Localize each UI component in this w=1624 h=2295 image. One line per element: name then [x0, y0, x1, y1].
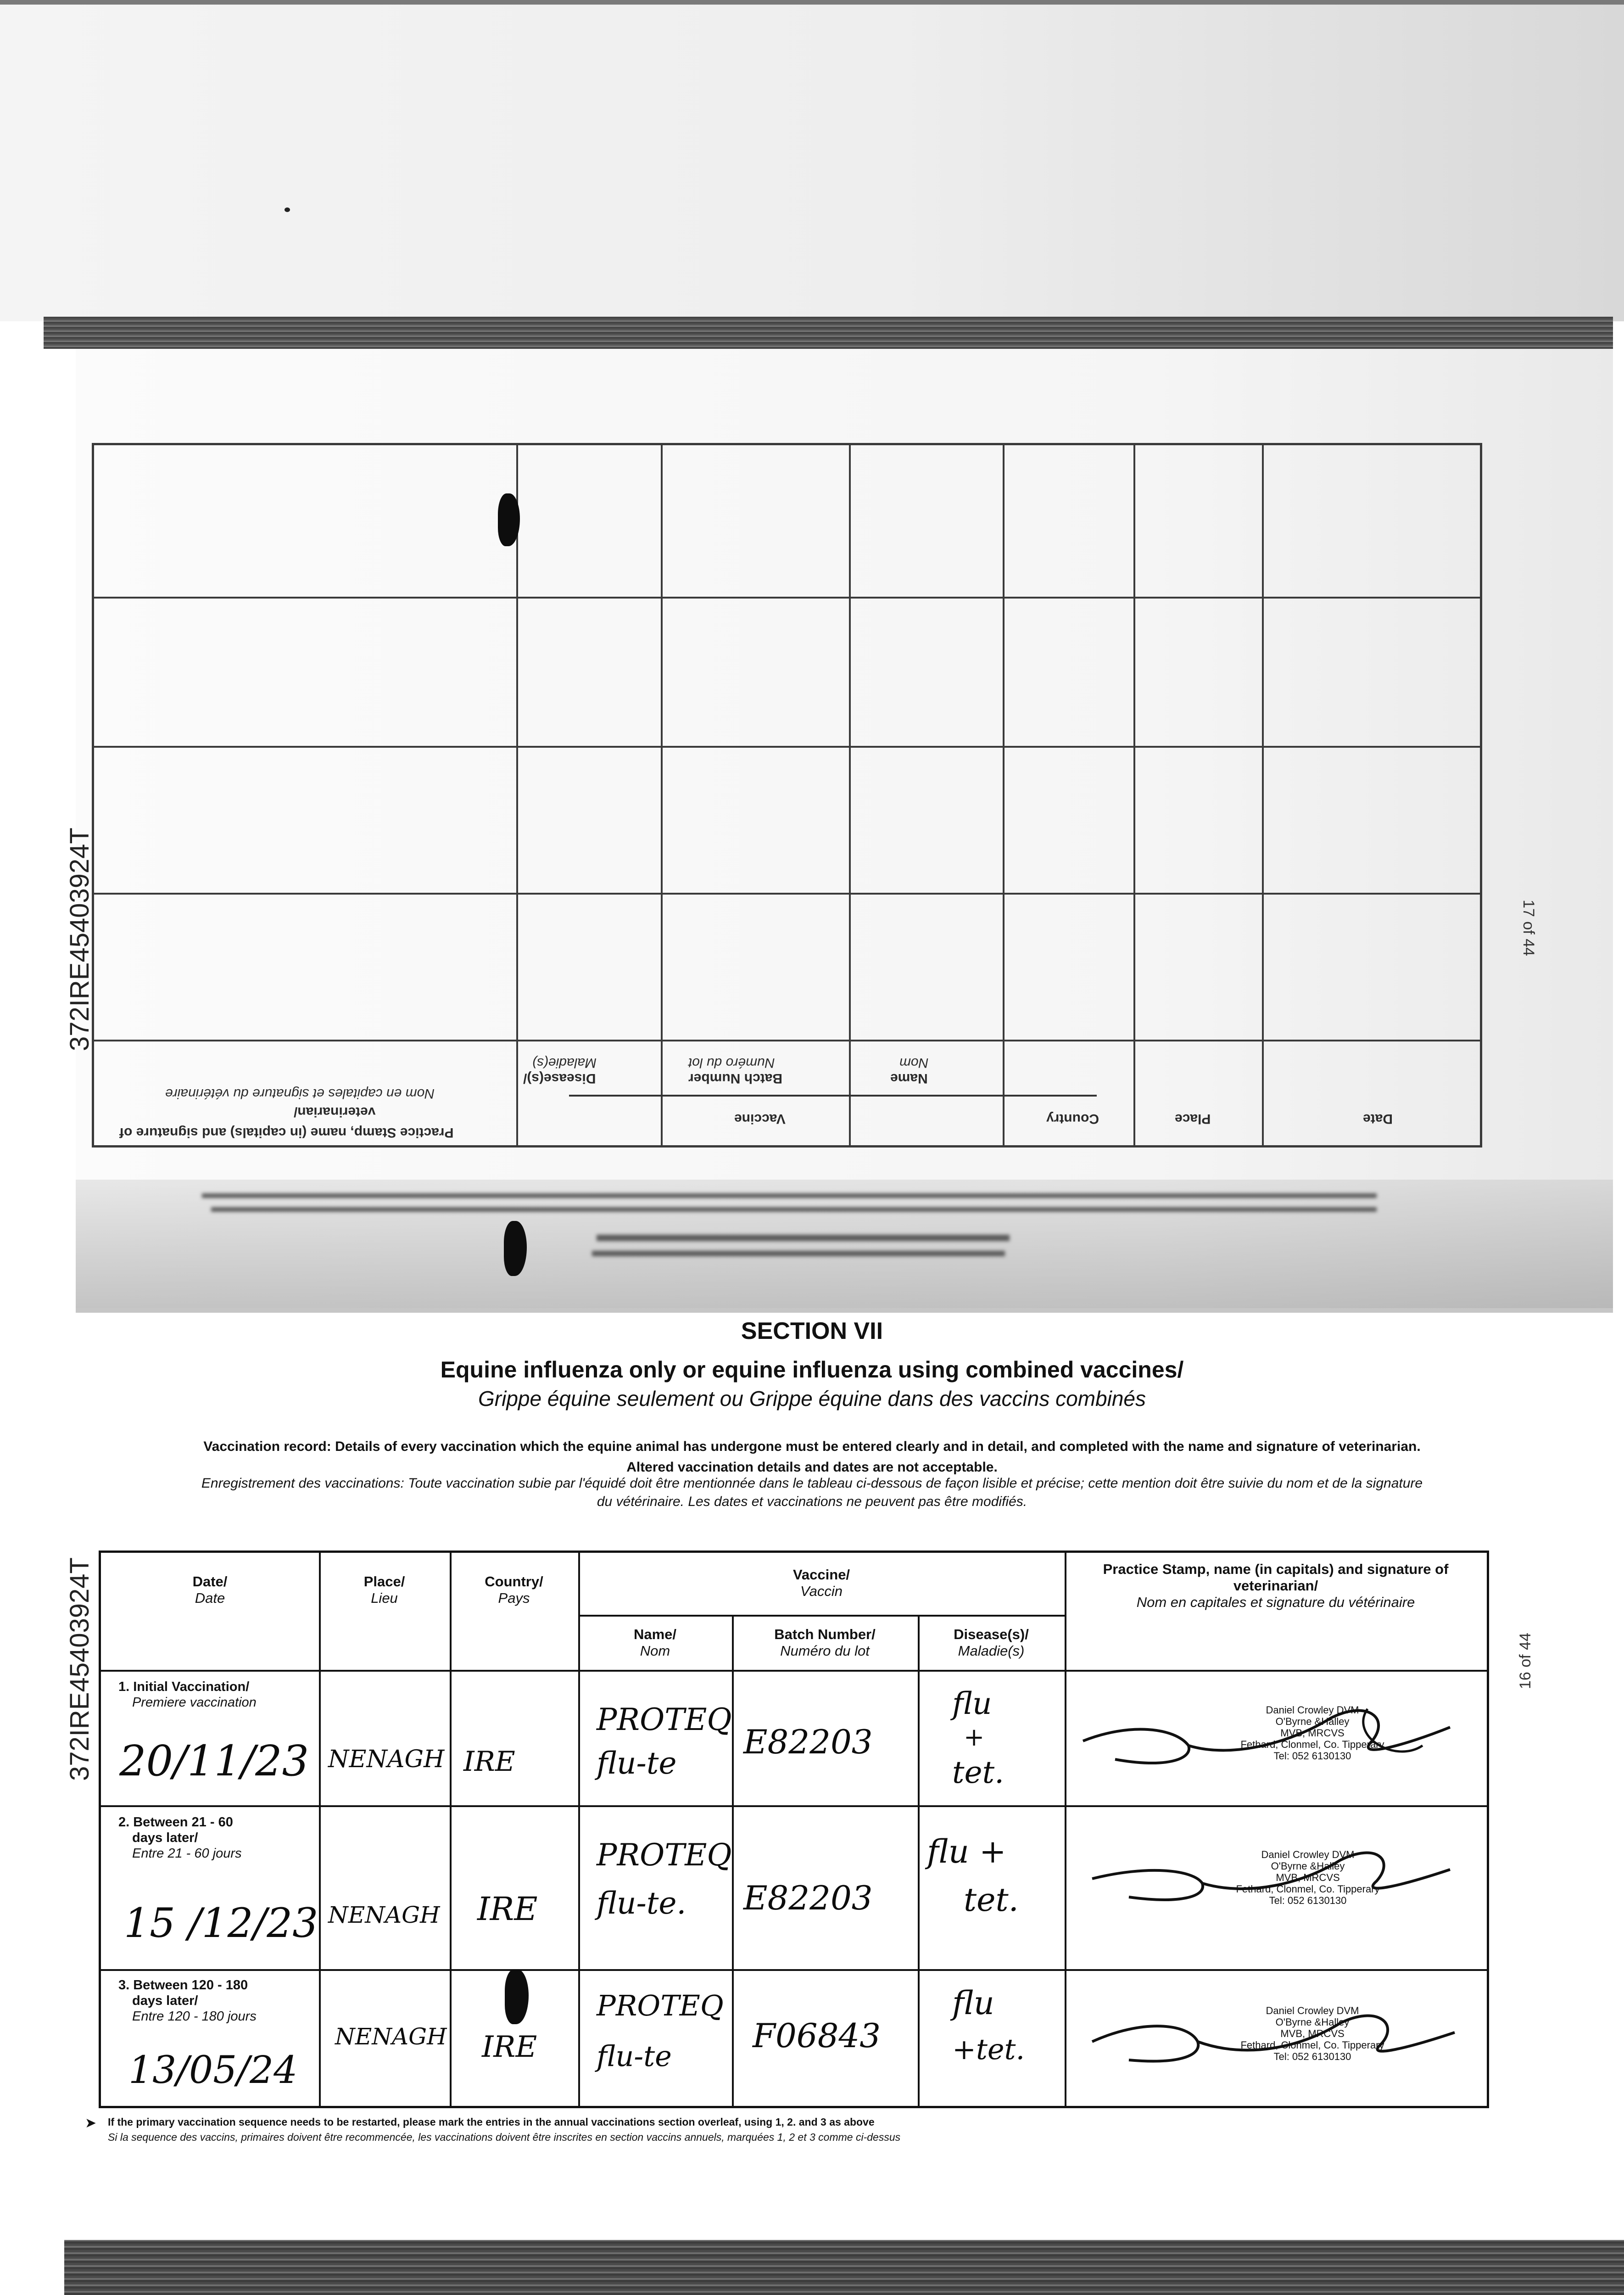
ghost-disease-fr: Maladie(s) [532, 1055, 597, 1070]
row2-vaccine-2: flu-te. [597, 1886, 686, 1921]
ghost-practice-2: veterinarian/ [294, 1104, 376, 1120]
page-number: 16 of 44 [1517, 1633, 1534, 1689]
row2-vaccine-1: PROTEQ [597, 1837, 732, 1873]
header-vaccine-name: Name/ Nom [633, 1626, 677, 1659]
ghost-blur-3 [597, 1235, 1010, 1241]
ghost-shade [76, 1180, 1613, 1313]
row3-vaccine-2: flu-te [597, 2039, 672, 2073]
vet-stamp-2: Daniel Crowley DVM O'Byrne &Halley MVB, MRCVS Fethard, Clonmel, Co. Tipperary Tel: 052 6130130 [1236, 1849, 1380, 1906]
record-note-2: Altered vaccination details and dates are not acceptable. [626, 1460, 998, 1475]
ghost-place: Place [1175, 1111, 1211, 1126]
row-label-third: 3. Between 120 - 180 days later/ Entre 120 - 180 jours [118, 1978, 257, 2024]
footnote-fr: Si la sequence des vaccins, primaires doivent être recommencée, les vaccinations doivent être inscrites en section vaccins annuels, marquées 1, 2 et 3 comme ci-dessus [108, 2131, 901, 2143]
record-note-fr-1: Enregistrement des vaccinations: Toute vaccination subie par l'équidé doit être mentionnée dans le tableau ci-dessous de façon lisible et précise; cette mention doit être suivie du nom et de la signature [201, 1476, 1423, 1491]
header-vaccine: Vaccine/ Vaccin [792, 1567, 850, 1599]
row1-disease-1: flu [952, 1686, 992, 1721]
row1-disease-3: tet. [952, 1755, 1005, 1790]
row1-date: 20/11/23 [119, 1736, 309, 1786]
scan-edge-top [0, 0, 1624, 5]
row2-batch: E82203 [743, 1879, 873, 1917]
header-batch-number: Batch Number/ Numéro du lot [774, 1626, 876, 1659]
ghost-practice-fr: Nom en capitales et signature du vétérinaire [165, 1086, 435, 1101]
row2-date: 15 /12/23 [124, 1899, 318, 1947]
row1-place: NENAGH [328, 1746, 445, 1773]
vet-signature-2 [1074, 1828, 1487, 1934]
record-note-fr-2: du vétérinaire. Les dates et vaccinations ne peuvent pas être modifiés. [597, 1494, 1027, 1509]
ghost-country: Country [1046, 1111, 1099, 1126]
row-label-initial: 1. Initial Vaccination/ Premiere vaccination [118, 1679, 257, 1710]
section-title: SECTION VII [741, 1318, 883, 1344]
vet-signature-1 [1074, 1690, 1487, 1796]
row2-place: NENAGH [328, 1902, 440, 1928]
header-practice: Practice Stamp, name (in capitals) and signature of veterinarian/ Nom en capitales et signature du vétérinaire [1103, 1561, 1449, 1610]
scan-shadow-top [0, 0, 1624, 321]
ghost-blur-4 [592, 1251, 1005, 1256]
footnote-en: If the primary vaccination sequence needs to be restarted, please mark the entries in the annual vaccinations section overleaf, using 1, 2. and 3 as above [108, 2116, 875, 2128]
ghost-batch: Batch Number [688, 1071, 783, 1086]
ghost-header [92, 1042, 1482, 1150]
row1-vaccine-2: flu-te [597, 1746, 677, 1781]
ghost-practice: Practice Stamp, name (in capitals) and signature of [119, 1125, 454, 1140]
ghost-name: Name [890, 1071, 928, 1086]
header-date: Date/ Date [192, 1573, 228, 1606]
ghost-name-fr: Nom [899, 1055, 929, 1070]
row1-vaccine-1: PROTEQ [597, 1702, 732, 1737]
vaccination-table [99, 1551, 1489, 2108]
row2-country: IRE [477, 1890, 538, 1928]
section-subtitle: Equine influenza only or equine influenza using combined vaccines/ [440, 1357, 1184, 1383]
header-disease: Disease(s)/ Maladie(s) [954, 1626, 1029, 1659]
row3-place: NENAGH [335, 2023, 447, 2050]
header-place: Place/ Lieu [363, 1573, 405, 1606]
row1-country: IRE [463, 1746, 515, 1778]
ghost-blur-2 [211, 1207, 1377, 1212]
row3-date: 13/05/24 [128, 2049, 298, 2092]
ghost-vaccine: Vaccine [734, 1111, 786, 1126]
speck [285, 207, 290, 212]
vet-signature-3 [1074, 1991, 1487, 2097]
ghost-date: Date [1363, 1111, 1393, 1126]
row3-batch: F06843 [753, 2016, 881, 2055]
row3-vaccine-1: PROTEQ [597, 1989, 724, 2022]
vet-stamp-3: Daniel Crowley DVM O'Byrne &Halley MVB, MRCVS Fethard, Clonmel, Co. Tipperary Tel: 052 6130130 [1240, 2005, 1384, 2062]
section-subtitle-fr: Grippe équine seulement ou Grippe équine dans des vaccins combinés [478, 1387, 1146, 1411]
ghost-page-number: 17 of 44 [1520, 900, 1537, 956]
row2-disease-2: tet. [964, 1881, 1019, 1919]
scan-band-bottom [64, 2240, 1624, 2295]
header-country: Country/ Pays [485, 1573, 543, 1606]
side-id-bottom: 372IRE45403924T [65, 1557, 95, 1781]
ghost-disease: Disease(s)/ [523, 1071, 596, 1086]
vet-stamp-1: Daniel Crowley DVM O'Byrne &Halley MVB, MRCVS Fethard, Clonmel, Co. Tipperary Tel: 052 6130130 [1240, 1704, 1384, 1762]
row1-batch: E82203 [743, 1723, 873, 1761]
row1-disease-2: + [964, 1723, 985, 1752]
ghost-batch-fr: Numéro du lot [688, 1055, 775, 1070]
row2-disease-1: flu + [927, 1833, 1006, 1870]
row3-disease-2: +tet. [952, 2032, 1025, 2066]
row-label-second: 2. Between 21 - 60 days later/ Entre 21 - 60 jours [118, 1815, 242, 1861]
row3-country: IRE [482, 2030, 537, 2064]
row3-disease-1: flu [952, 1984, 994, 2022]
side-id-top: 372IRE45403924T [65, 828, 95, 1051]
scan-band-top [44, 317, 1613, 349]
ghost-blur-1 [202, 1193, 1377, 1198]
record-note-1: Vaccination record: Details of every vaccination which the equine animal has undergone must be entered clearly and in detail, and completed with the name and signature of veterinarian. [203, 1439, 1421, 1454]
arrow-marker: ➤ [85, 2116, 97, 2131]
